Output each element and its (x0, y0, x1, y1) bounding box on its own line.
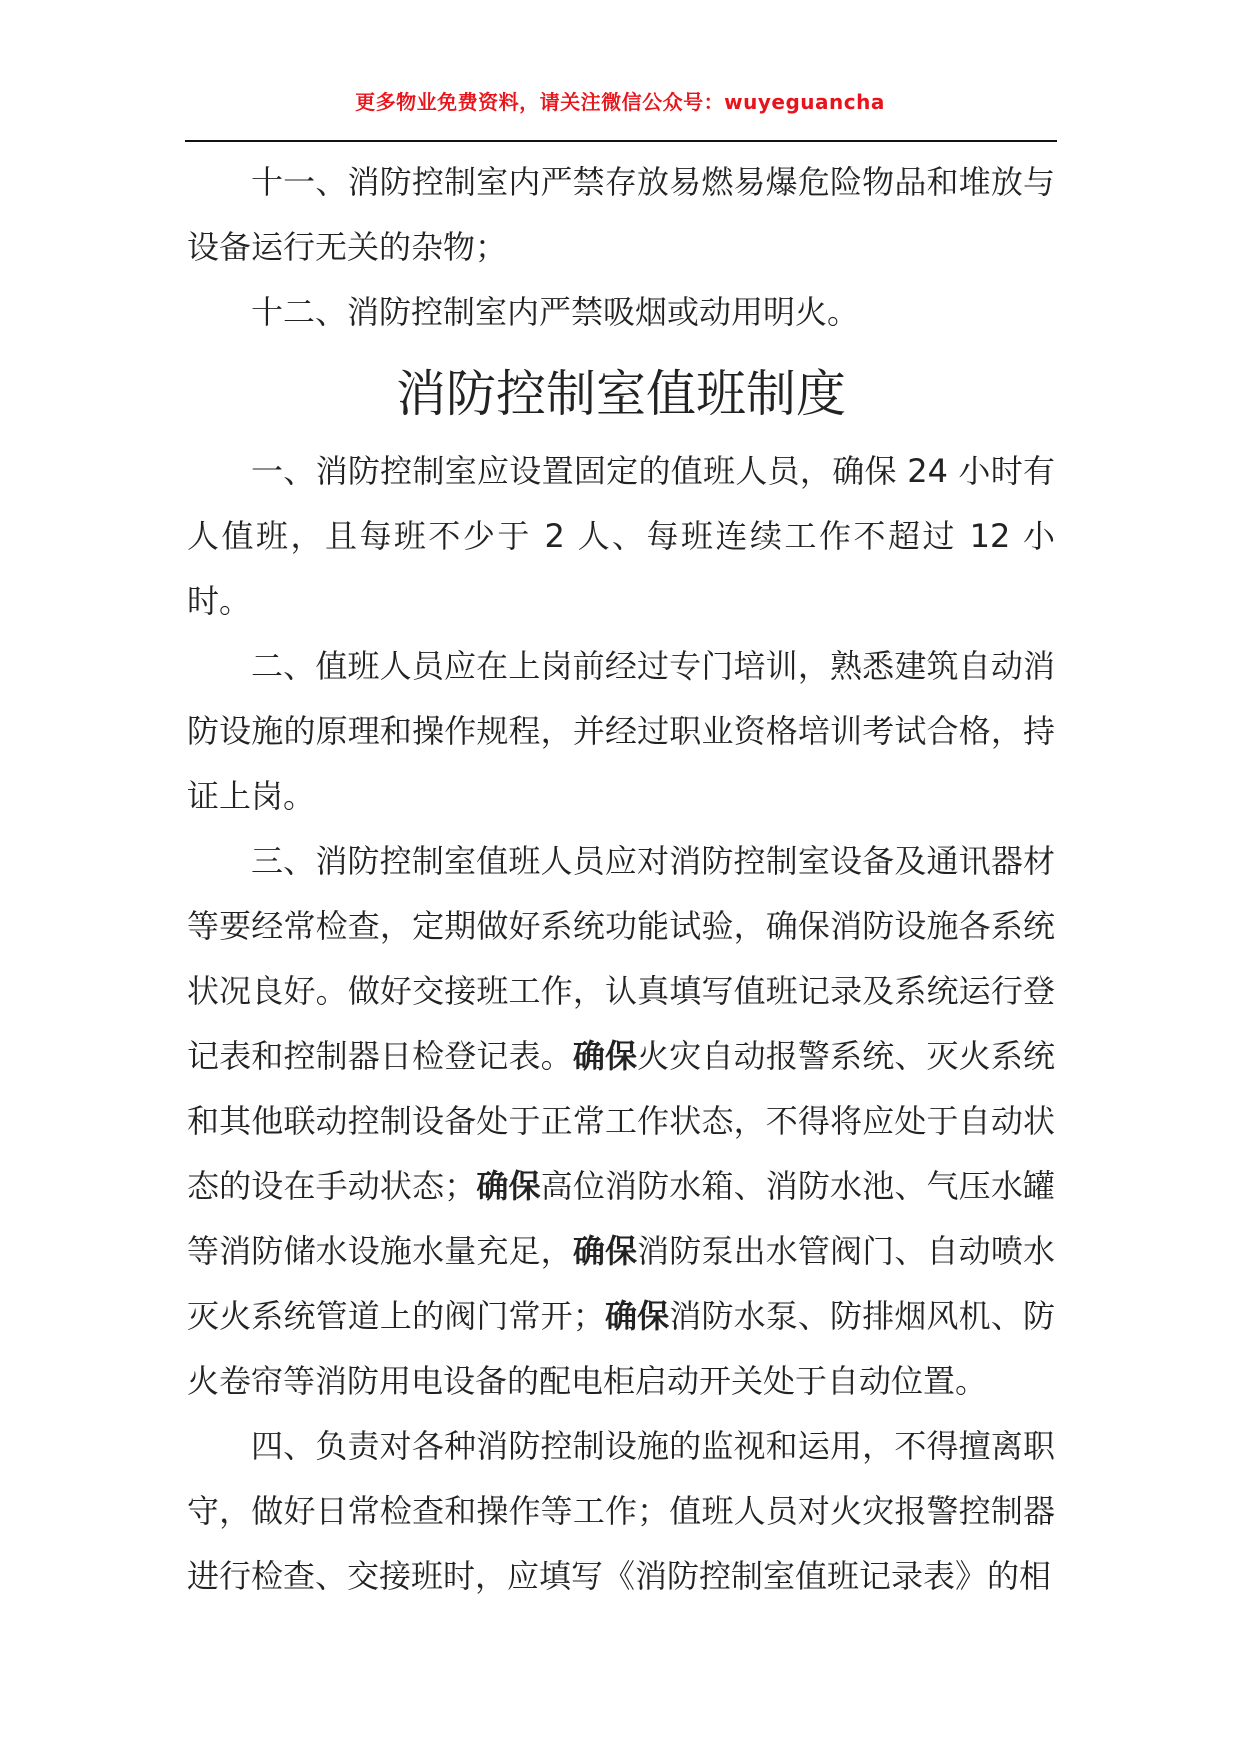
header-divider (185, 140, 1057, 142)
rule-3-emphasis-3: 确保 (572, 1232, 638, 1270)
paragraph-rule-3 (187, 829, 1055, 1414)
document-body (187, 150, 1055, 1609)
paragraph-rule-2: 二、值班人员应在上岗前经过专门培训，熟悉建筑自动消防设施的原理和操作规程，并经过职业资格培训考试合格，持证上岗。 (187, 647, 1055, 815)
paragraph-item-12: 十二、消防控制室内严禁吸烟或动用明火。 (251, 293, 860, 331)
rule-3-emphasis-4: 确保 (604, 1297, 670, 1335)
rule-3-text-5: 消防水泵、防排烟风机、防火卷帘等消防用电设备的配电柜启动开关处于自动位置。 (187, 1297, 1055, 1400)
rule-3-text-1: 三、消防控制室值班人员应对消防控制室设备及通讯器材等要经常检查，定期做好系统功能试验，确保消防设施各系统状况良好。做好交接班工作，认真填写值班记录及系统运行登记表和控制器日检登记表。 (187, 842, 1055, 1075)
rule-3-emphasis-1: 确保 (572, 1037, 638, 1075)
rule-3-text-2: 火灾自动报警系统、灭火系统和其他联动控制设备处于正常工作状态，不得将应处于自动状态的设在手动状态； (187, 1037, 1055, 1205)
document-title: 消防控制室值班制度 (396, 365, 846, 423)
rule-3-text-4: 消防泵出水管阀门、自动喷水灭火系统管道上的阀门常开； (187, 1232, 1055, 1335)
paragraph-rule-1: 一、消防控制室应设置固定的值班人员，确保 24 小时有人值班，且每班不少于 2 人、每班连续工作不超过 12 小时。 (187, 452, 1055, 620)
wechat-promo-notice: 更多物业免费资料，请关注微信公众号：wuyeguancha (355, 90, 885, 114)
paragraph-rule-4: 四、负责对各种消防控制设施的监视和运用，不得擅离职守，做好日常检查和操作等工作；值班人员对火灾报警控制器进行检查、交接班时，应填写《消防控制室值班记录表》的相 (187, 1427, 1055, 1595)
rule-3-text-3: 高位消防水箱、消防水池、气压水罐等消防储水设施水量充足， (187, 1167, 1055, 1270)
paragraph-item-11: 十一、消防控制室内严禁存放易燃易爆危险物品和堆放与设备运行无关的杂物； (187, 163, 1055, 266)
rule-3-emphasis-2: 确保 (476, 1167, 541, 1205)
